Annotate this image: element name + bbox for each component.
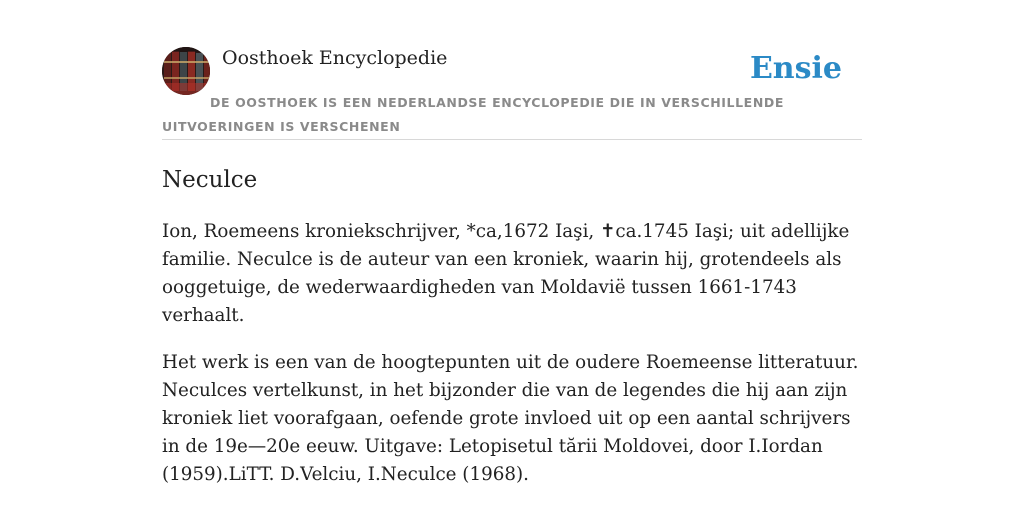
site-title[interactable]: Oosthoek Encyclopedie [222, 47, 448, 69]
article-paragraph: Het werk is een van de hoogtepunten uit de oudere Roemeense litteratuur. Neculces vertelkunst, in het bijzonder die van de legendes die hij aan zijn kroniek liet voorafgaan, oefende grote invloed uit op een aantal schrijvers in de 19e—20e eeuw. Uitgave: Letopisetul tării Moldovei, door I.Iordan (1959).LiTT. D.Velciu, I.Neculce (1968). [162, 352, 859, 485]
article-title: Neculce [162, 167, 258, 193]
site-tagline: DE OOSTHOEK IS EEN NEDERLANDSE ENCYCLOPEDIE DIE IN VERSCHILLENDE UITVOERINGEN IS VERSCHENEN [162, 95, 784, 134]
book-spines-avatar-icon[interactable] [162, 47, 210, 95]
site-header [162, 46, 862, 140]
article-paragraph: Ion, Roemeens kroniekschrijver, *ca,1672 Iaşi, ✝ca.1745 Iaşi; uit adellijke familie. Neculce is de auteur van een kroniek, waarin hij, grotendeels als ooggetuige, de wederwaardigheden van Moldavië tussen 1661-1743 verhaalt. [162, 221, 850, 326]
brand-logo[interactable]: Ensie [749, 51, 842, 86]
page-container [162, 46, 862, 489]
